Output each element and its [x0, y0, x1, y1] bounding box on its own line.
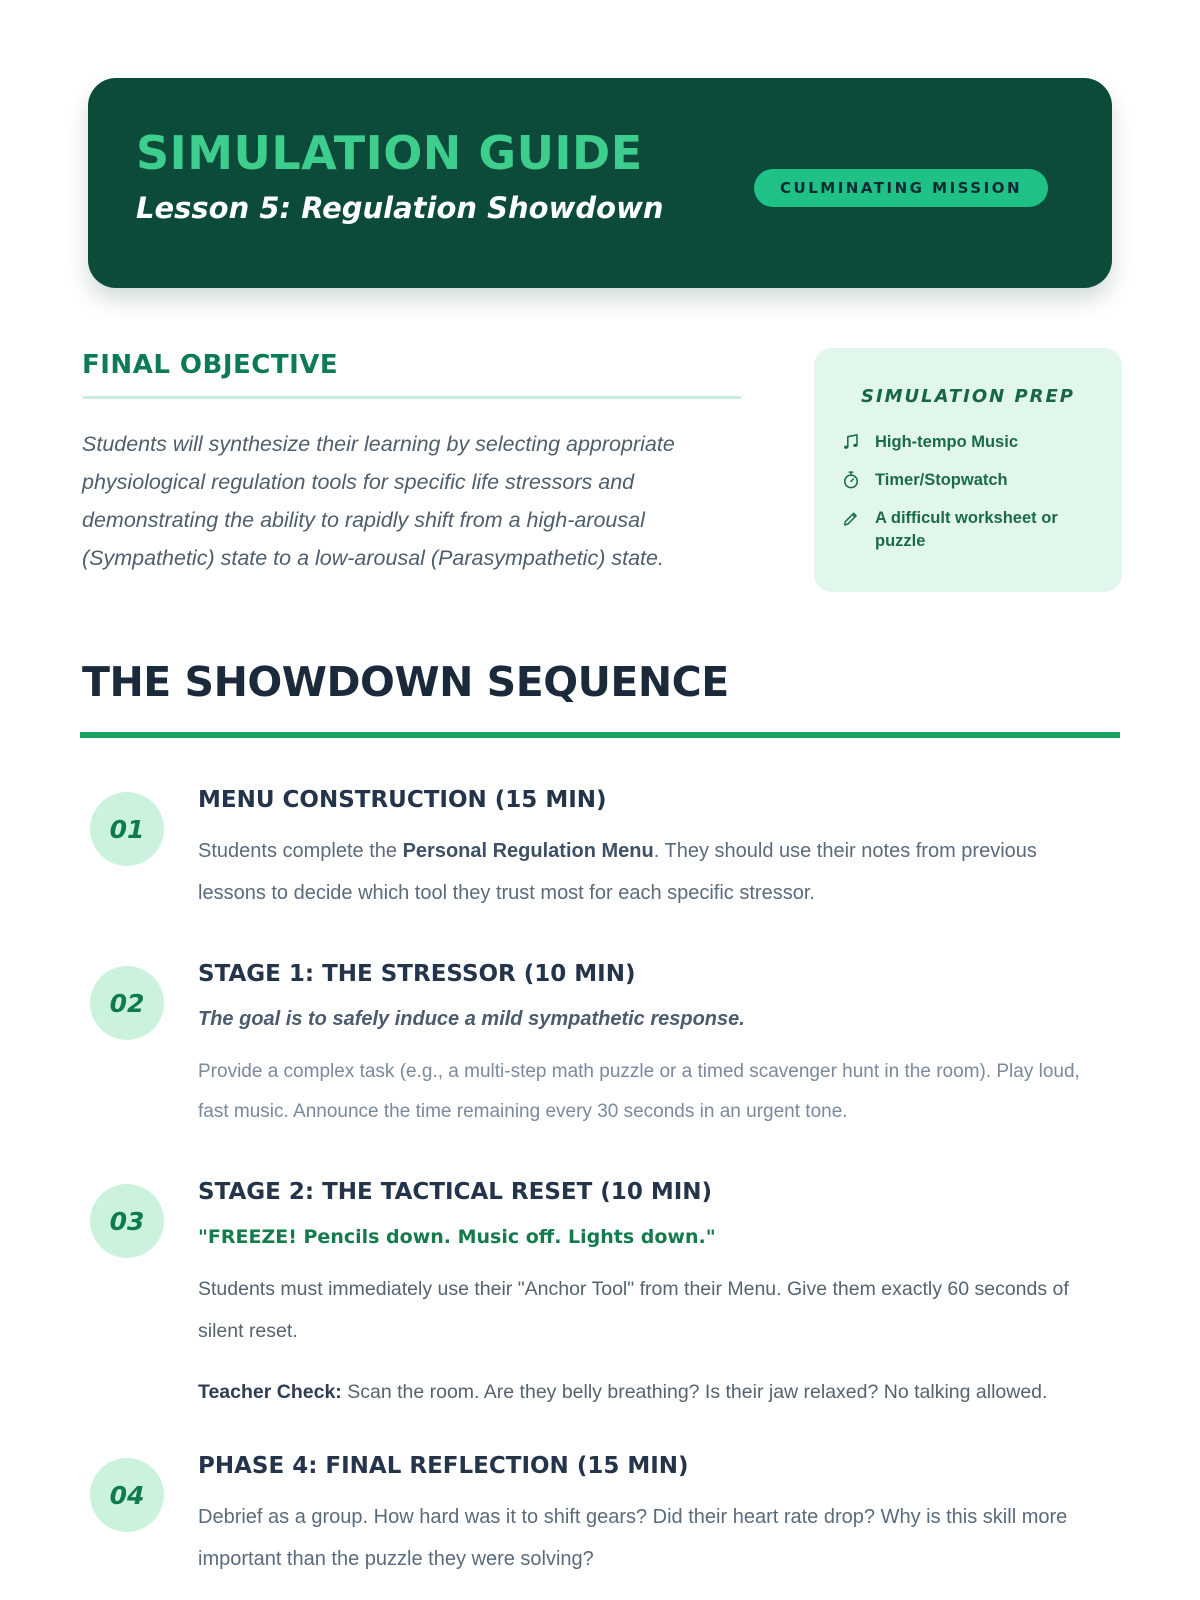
step-body: Students must immediately use their "Anchor Tool" from their Menu. Give them exactly 60 seconds of silent reset. [198, 1278, 1069, 1342]
stopwatch-icon [840, 469, 862, 491]
simulation-prep-card [814, 348, 1122, 592]
step-content [198, 956, 1108, 1132]
step-body-prefix: Students complete the [198, 840, 403, 862]
step-03 [90, 1174, 1120, 1406]
step-title: PHASE 4: FINAL REFLECTION (15 MIN) [198, 1453, 689, 1479]
step-number-badge: 02 [90, 966, 164, 1040]
step-goal-note: The goal is to safely induce a mild sympathetic response. [198, 1008, 745, 1030]
prep-item-label: A difficult worksheet or puzzle [875, 509, 1058, 550]
prep-item-label: Timer/Stopwatch [875, 471, 1008, 489]
teacher-check-text: Scan the room. Are they belly breathing? Is their jaw relaxed? No talking allowed. [341, 1381, 1048, 1403]
teacher-check-label: Teacher Check: [198, 1381, 342, 1403]
culminating-mission-badge: CULMINATING MISSION [754, 169, 1048, 207]
final-objective-text: Students will synthesize their learning by selecting appropriate physiological regulation tools for specific life stressors and demonstrating the ability to rapidly shift from a high-arousal (Sympathetic) state to a low-arousal (Parasympathetic) state. [82, 432, 675, 570]
prep-item-music [840, 431, 1096, 454]
header-card [88, 78, 1112, 288]
prep-item-label: High-tempo Music [875, 433, 1018, 451]
step-body-bold: Personal Regulation Menu [402, 840, 654, 862]
step-body: Provide a complex task (e.g., a multi-step math puzzle or a timed scavenger hunt in the room). Play loud, fast music. Announce the time remaining every 30 seconds in an urgent tone. [198, 1061, 1080, 1122]
step-01 [90, 782, 1120, 914]
step-body-suffix: . They should use their notes from previous lessons to decide which tool they trust most for each specific stressor. [198, 840, 1037, 904]
pencil-icon [840, 507, 862, 529]
step-number-badge: 01 [90, 792, 164, 866]
step-04 [90, 1448, 1120, 1580]
simulation-prep-heading: SIMULATION PREP [860, 386, 1076, 407]
step-content [198, 1174, 1108, 1406]
final-objective-column [82, 350, 742, 577]
step-body [198, 830, 1108, 914]
objective-divider [83, 396, 741, 399]
prep-item-worksheet [840, 507, 1096, 553]
sequence-divider [80, 732, 1120, 738]
step-title: STAGE 2: THE TACTICAL RESET (10 MIN) [198, 1179, 713, 1205]
music-note-icon [840, 431, 862, 453]
step-title: STAGE 1: THE STRESSOR (10 MIN) [198, 961, 636, 987]
step-content [198, 1448, 1108, 1580]
sequence-steps [90, 782, 1120, 1580]
step-title: MENU CONSTRUCTION (15 MIN) [198, 787, 607, 813]
objective-section [82, 350, 1122, 592]
step-02 [90, 956, 1120, 1132]
step-freeze-quote: "FREEZE! Pencils down. Music off. Lights down." [198, 1226, 716, 1248]
final-objective-heading: FINAL OBJECTIVE [82, 350, 339, 380]
step-content [198, 782, 1108, 914]
showdown-sequence-heading: THE SHOWDOWN SEQUENCE [82, 658, 729, 706]
step-number-badge: 03 [90, 1184, 164, 1258]
prep-item-timer [840, 469, 1096, 492]
teacher-check-line [198, 1378, 1108, 1406]
page-subtitle: Lesson 5: Regulation Showdown [136, 190, 664, 225]
step-body: Debrief as a group. How hard was it to shift gears? Did their heart rate drop? Why is this skill more important than the puzzle they were solving? [198, 1506, 1068, 1570]
page-title: SIMULATION GUIDE [136, 126, 643, 180]
step-number-badge: 04 [90, 1458, 164, 1532]
